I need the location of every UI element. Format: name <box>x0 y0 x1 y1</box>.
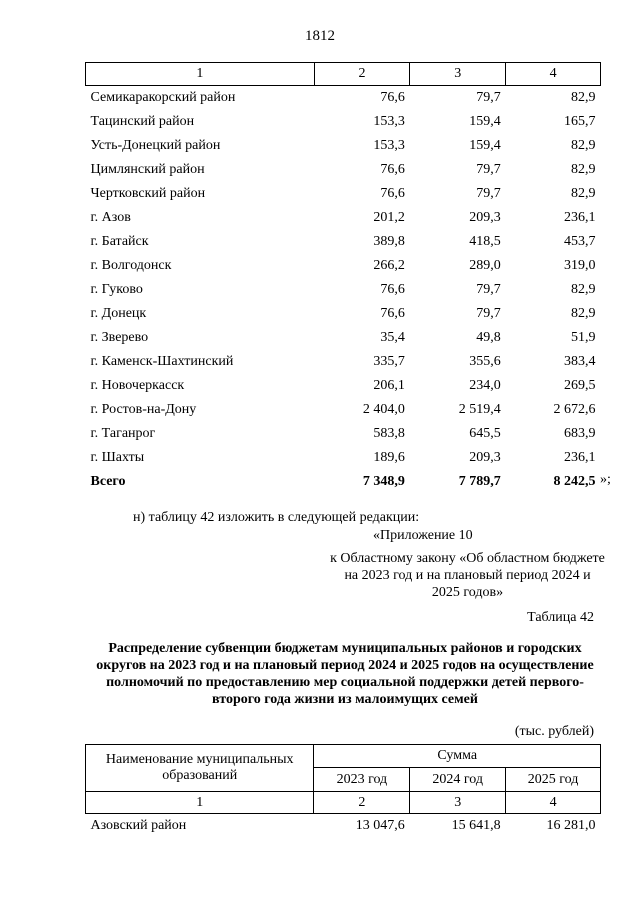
appendix-label: «Приложение 10 <box>373 528 473 543</box>
table-header-row <box>86 63 601 86</box>
table-row <box>86 134 601 158</box>
municipality-name-cell: Цимлянский район <box>90 162 205 177</box>
column-index: 4 <box>506 792 601 814</box>
column-index: 3 <box>410 792 506 814</box>
amount-cell: 269,5 <box>564 378 596 393</box>
table-row <box>86 158 601 182</box>
total-amount-cell: 8 242,5 <box>553 474 596 489</box>
municipality-name-cell: г. Каменск-Шахтинский <box>90 354 234 369</box>
amount-cell: 355,6 <box>469 354 501 369</box>
subsidy-table-continuation <box>85 62 601 494</box>
amount-cell: 79,7 <box>476 162 501 177</box>
amount-cell: 153,3 <box>373 138 405 153</box>
page-number: 1812 <box>305 28 335 44</box>
amount-cell: 383,4 <box>564 354 596 369</box>
municipality-name-cell: г. Азов <box>90 210 131 225</box>
amount-cell: 82,9 <box>571 282 596 297</box>
amount-cell: 79,7 <box>476 90 501 105</box>
column-header-year: 2025 год <box>506 768 601 792</box>
municipality-name-cell: г. Таганрог <box>90 426 156 441</box>
municipality-name-cell: г. Гуково <box>90 282 143 297</box>
table-row <box>86 350 601 374</box>
amount-cell: 16 281,0 <box>546 818 596 833</box>
amount-cell: 209,3 <box>469 210 501 225</box>
amount-cell: 76,6 <box>380 90 405 105</box>
amount-cell: 76,6 <box>380 186 405 201</box>
total-amount-cell: 7 789,7 <box>458 474 501 489</box>
amount-cell: 159,4 <box>469 114 501 129</box>
amount-cell: 79,7 <box>476 282 501 297</box>
amount-cell: 189,6 <box>373 450 405 465</box>
table-row <box>86 86 601 111</box>
amount-cell: 2 672,6 <box>553 402 596 417</box>
table-row <box>86 814 601 839</box>
table-row <box>86 278 601 302</box>
amount-cell: 289,0 <box>469 258 501 273</box>
amount-cell: 82,9 <box>571 306 596 321</box>
amount-cell: 236,1 <box>564 210 596 225</box>
amount-cell: 335,7 <box>373 354 405 369</box>
municipality-name-cell: Азовский район <box>90 818 187 833</box>
table-title: Распределение субвенции бюджетам муниципальных районов и городских округов на 2023 год и на плановый период 2024 и 2025 годов на осуществление полномочий по предоставлению мер социальной поддержки детей первого-второго года жизни из малоимущих семей <box>96 641 594 707</box>
amount-cell: 201,2 <box>373 210 405 225</box>
amount-cell: 2 519,4 <box>458 402 501 417</box>
column-header-name: Наименование муниципальных образований <box>86 745 314 792</box>
amount-cell: 683,9 <box>564 426 596 441</box>
table-row <box>86 230 601 254</box>
amount-cell: 236,1 <box>564 450 596 465</box>
amount-cell: 453,7 <box>564 234 596 249</box>
municipality-name-cell: г. Ростов-на-Дону <box>90 402 197 417</box>
amount-cell: 645,5 <box>469 426 501 441</box>
amount-cell: 159,4 <box>469 138 501 153</box>
amount-cell: 583,8 <box>373 426 405 441</box>
amount-cell: 389,8 <box>373 234 405 249</box>
municipality-name-cell: Семикаракорский район <box>90 90 236 105</box>
column-index: 2 <box>314 792 410 814</box>
amount-cell: 266,2 <box>373 258 405 273</box>
table-row <box>86 422 601 446</box>
amount-cell: 418,5 <box>469 234 501 249</box>
column-header: 2 <box>314 63 410 86</box>
total-row <box>86 470 601 494</box>
table-row <box>86 398 601 422</box>
table-row <box>86 446 601 470</box>
municipality-name-cell: Тацинский район <box>90 114 195 129</box>
subsidy-table-42 <box>85 744 601 838</box>
amount-cell: 234,0 <box>469 378 501 393</box>
total-amount-cell: 7 348,9 <box>362 474 405 489</box>
amount-cell: 76,6 <box>380 306 405 321</box>
amount-cell: 319,0 <box>564 258 596 273</box>
amount-cell: 79,7 <box>476 186 501 201</box>
units-label: (тыс. рублей) <box>514 724 594 739</box>
total-label-cell: Всего <box>90 474 126 489</box>
amount-cell: 51,9 <box>571 330 596 345</box>
table-row <box>86 302 601 326</box>
amount-cell: 82,9 <box>571 138 596 153</box>
table-row <box>86 182 601 206</box>
amount-cell: 49,8 <box>476 330 501 345</box>
column-header-year: 2023 год <box>314 768 410 792</box>
amount-cell: 209,3 <box>469 450 501 465</box>
table-row <box>86 254 601 278</box>
amount-cell: 35,4 <box>380 330 405 345</box>
municipality-name-cell: г. Зверево <box>90 330 149 345</box>
municipality-name-cell: г. Волгодонск <box>90 258 172 273</box>
column-header: 3 <box>410 63 506 86</box>
amount-cell: 165,7 <box>564 114 596 129</box>
table-row <box>86 110 601 134</box>
amount-cell: 153,3 <box>373 114 405 129</box>
amount-cell: 206,1 <box>373 378 405 393</box>
table-row <box>86 206 601 230</box>
amount-cell: 13 047,6 <box>355 818 405 833</box>
table-row <box>86 374 601 398</box>
closing-quote-mark: »; <box>600 472 611 487</box>
column-header-sum: Сумма <box>314 745 601 768</box>
municipality-name-cell: Чертковский район <box>90 186 206 201</box>
table-row <box>86 326 601 350</box>
municipality-name-cell: г. Донецк <box>90 306 147 321</box>
column-header: 4 <box>506 63 601 86</box>
appendix-law-reference: к Областному закону «Об областном бюджете на 2023 год и на плановый период 2024 и 2025 годов» <box>330 551 605 600</box>
amendment-text: н) таблицу 42 изложить в следующей редакции: <box>133 510 420 525</box>
amount-cell: 2 404,0 <box>362 402 405 417</box>
table-label: Таблица 42 <box>527 610 594 625</box>
amount-cell: 82,9 <box>571 186 596 201</box>
column-header: 1 <box>86 63 315 86</box>
amount-cell: 82,9 <box>571 162 596 177</box>
column-index: 1 <box>86 792 314 814</box>
amount-cell: 82,9 <box>571 90 596 105</box>
municipality-name-cell: г. Батайск <box>90 234 149 249</box>
amount-cell: 76,6 <box>380 162 405 177</box>
amount-cell: 76,6 <box>380 282 405 297</box>
amount-cell: 15 641,8 <box>451 818 501 833</box>
municipality-name-cell: г. Шахты <box>90 450 145 465</box>
municipality-name-cell: г. Новочеркасск <box>90 378 185 393</box>
amount-cell: 79,7 <box>476 306 501 321</box>
column-header-year: 2024 год <box>410 768 506 792</box>
municipality-name-cell: Усть-Донецкий район <box>90 138 221 153</box>
